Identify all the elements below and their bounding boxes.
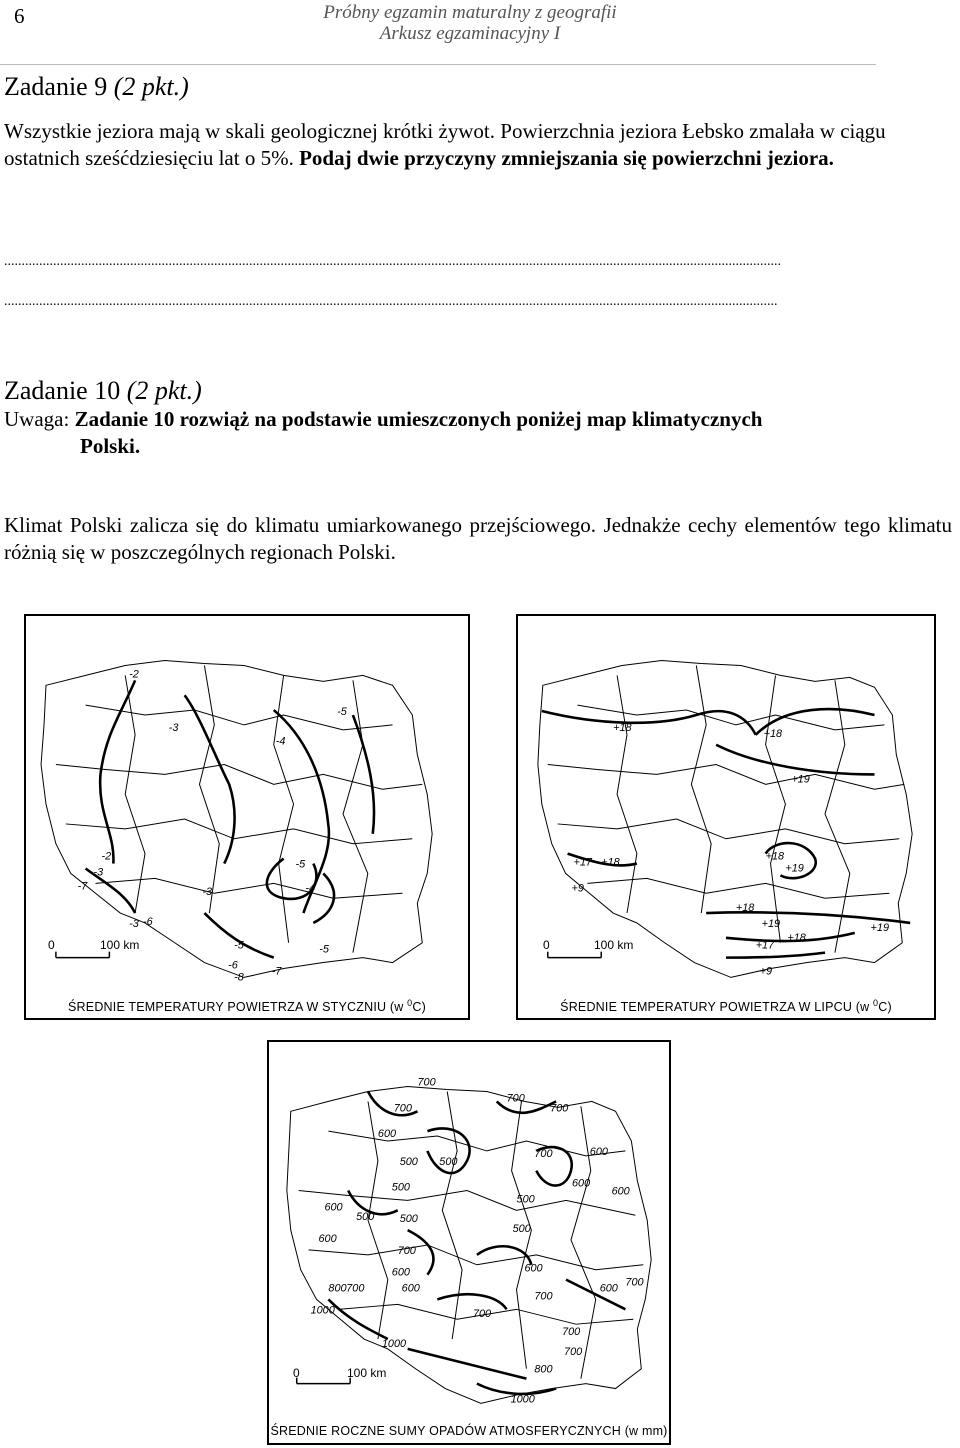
map-value-label: -3 [93,866,104,879]
july-temperature-map [516,614,936,1020]
map-value-label: 600 [391,1266,410,1279]
july-map-svg [518,616,934,1018]
task9-title [4,72,189,102]
july-caption-end: C) [878,1000,892,1015]
map-value-label: 700 [506,1092,525,1105]
map-value-label: -5 [234,939,244,952]
map-value-label: +18 [765,850,785,863]
map-value-label: 500 [391,1181,410,1194]
map-value-label: 600 [589,1145,608,1158]
header-line-1: Próbny egzamin maturalny z geografii [323,2,617,23]
page-number: 6 [14,4,25,28]
map-value-label: 600 [324,1201,343,1214]
map-value-label: +19 [870,921,890,934]
task10-points: (2 pkt.) [126,376,202,405]
task9-title-text: Zadanie 9 [4,72,114,101]
map-value-label: +19 [785,862,804,875]
map-value-label: -7 [271,965,282,978]
map-value-label: -5 [295,858,306,871]
january-caption-sup: 0 [407,998,413,1008]
january-scale-label: 100 km [100,938,140,952]
map-value-label: 500 [439,1155,458,1168]
map-value-label: -4 [305,882,316,895]
july-caption-sup: 0 [873,998,879,1008]
map-value-label: +18 [763,727,783,740]
map-value-label: +19 [761,917,781,930]
map-value-label: 700 [534,1290,553,1303]
map-value-label: 700 [564,1345,583,1358]
map-value-label: 800 [534,1363,553,1376]
precip-scale-label: 100 km [347,1366,387,1380]
map-value-label: -5 [337,706,347,719]
map-value-label: 500 [516,1193,535,1206]
map-value-label: -3 [129,917,139,930]
july-map-caption [518,998,934,1014]
map-value-label: 700 [397,1244,416,1257]
july-scale-label: 100 km [594,938,634,952]
task10-title [4,376,202,406]
precip-scale-zero: 0 [293,1366,300,1380]
map-value-label: 500 [512,1223,531,1236]
note-label: Uwaga: [4,407,75,431]
map-value-label: 1000 [510,1393,535,1406]
map-value-label: 600 [571,1177,591,1190]
task10-note [4,406,952,433]
map-value-label: +17 [755,939,775,952]
map-value-label: +9 [571,882,584,895]
task9-text-plain: Wszystkie jeziora mają w skali geologicznej krótki żywot. Powierzchnia jeziora Łebsko zmalała w ciągu ostatnich sześćdziesięciu lat o 5%. [4,119,886,170]
map-value-label: -4 [275,735,286,748]
map-value-label: 700 [562,1326,581,1339]
july-caption-text: ŚREDNIE TEMPERATURY POWIETRZA W LIPCU (w [560,1000,874,1015]
map-value-label: +18 [787,931,806,944]
map-value-label: 500 [399,1213,418,1226]
map-value-label: -6 [228,959,238,972]
map-value-label: 500 [399,1155,418,1168]
map-value-label: +18 [735,902,755,915]
map-value-label: +19 [791,773,810,786]
task10-note-cont: Polski. [80,434,141,458]
map-value-label: 500 [356,1211,375,1224]
january-map-caption [26,998,468,1014]
answer-line-2[interactable]: ............................................................................................................................................................................................................................. [4,294,778,309]
task9-question: Podaj dwie przyczyny zmniejszania się powierzchni jeziora. [299,146,834,170]
map-value-label: 600 [377,1128,397,1141]
map-value-label: +18 [601,856,620,869]
map-value-label: 600 [524,1262,543,1275]
map-value-label: 800 [328,1282,347,1295]
task10-intro: Klimat Polski zalicza się do klimatu umiarkowanego przejściowego. Jednakże cechy elementów tego klimatu różnią się w poszczególnych regionach Polski. [4,513,952,564]
january-caption-end: C) [412,1000,426,1015]
map-value-label: -8 [234,971,244,984]
precipitation-isohyet-labels [311,1077,644,1406]
map-value-label: -2 [101,850,112,863]
precip-map-caption: ŚREDNIE ROCZNE SUMY OPADÓW ATMOSFERYCZNYCH (w mm) [270,1424,668,1438]
precipitation-map [267,1040,671,1445]
january-temperature-map [24,614,470,1020]
header-line-2: Arkusz egzaminacyjny I [379,23,561,44]
map-value-label: 700 [534,1147,553,1160]
july-scale-zero: 0 [543,938,550,952]
map-value-label: 700 [417,1076,436,1089]
task9-points: (2 pkt.) [113,72,189,101]
answer-line-1[interactable]: .............................................................................................................................................................................................................................. [4,254,781,269]
map-value-label: -2 [129,668,139,681]
january-caption-text: ŚREDNIE TEMPERATURY POWIETRZA W STYCZNIU (w [68,1000,408,1015]
map-value-label: 1000 [310,1304,335,1317]
map-value-label: 700 [625,1276,644,1289]
task10-title-text: Zadanie 10 [4,376,127,405]
map-value-label: -5 [319,943,329,956]
map-value-label: 600 [611,1185,630,1198]
map-value-label: -7 [77,880,88,893]
map-value-label: 600 [599,1282,618,1295]
task9-text [4,118,952,172]
precipitation-map-svg [269,1042,669,1443]
header-rule [0,64,876,65]
january-scale-zero: 0 [48,938,55,952]
map-value-label: +18 [613,721,632,734]
note-text: Zadanie 10 rozwiąż na podstawie umieszczonych poniżej map klimatycznych [74,407,763,431]
map-value-label: +17 [573,856,592,869]
map-value-label: 600 [318,1233,337,1246]
map-value-label: 700 [346,1282,365,1295]
map-value-label: 600 [401,1282,420,1295]
map-value-label: -3 [202,886,213,899]
map-value-label: 700 [472,1308,492,1321]
map-value-label: 1000 [381,1337,407,1350]
map-value-label: -3 [168,721,179,734]
map-value-label: 700 [393,1102,412,1115]
map-value-label: -6 [143,915,153,928]
map-value-label: +9 [759,965,773,978]
january-map-svg [26,616,468,1018]
map-value-label: 700 [550,1102,569,1115]
